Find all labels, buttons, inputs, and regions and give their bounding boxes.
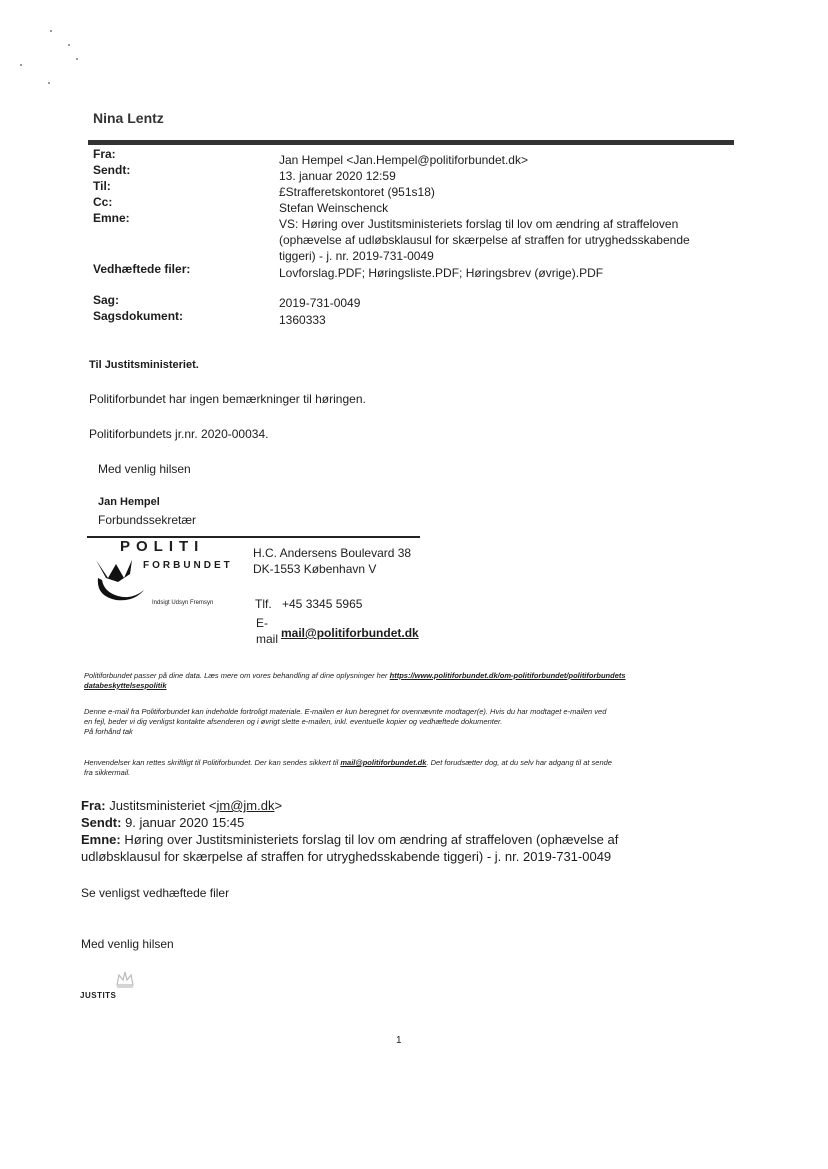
privacy-link-1[interactable]: https://www.politiforbundet.dk/om-politiforbundet/politiforbundets	[389, 671, 626, 680]
greeting: Til Justitsministeriet.	[89, 359, 199, 371]
inquiries-text-2: . Det forudsætter dog, at du selv har adgang til at sende	[426, 758, 612, 767]
scan-speck	[20, 64, 22, 66]
value-subject-line-3: tiggeri) - j. nr. 2019-731-0049	[279, 249, 434, 263]
forwarded-subject-line-2: udløbsklausul for skærpelse af straffen for utryghedsskabende tiggeri) - j. nr. 2019-731-0049	[81, 849, 612, 864]
email-label-2: mail	[256, 632, 279, 646]
ministry-logo-text: JUSTITS	[80, 991, 117, 1000]
forwarded-note: Se venligst vedhæftede filer	[81, 886, 230, 900]
label-subject: Emne:	[93, 211, 130, 225]
police-logo-icon	[94, 556, 154, 606]
value-to: £Strafferetskontoret (951s18)	[279, 185, 435, 199]
phone-label: Tlf.	[255, 597, 272, 611]
forwarded-subject-label: Emne:	[81, 832, 121, 847]
phone-number: +45 3345 5965	[282, 597, 363, 611]
logo-forbundet: FORBUNDET	[143, 560, 233, 571]
label-case: Sag:	[93, 293, 120, 307]
forwarded-subject	[81, 832, 618, 847]
value-case-doc: 1360333	[279, 313, 326, 327]
email-link[interactable]: mail@politiforbundet.dk	[281, 626, 419, 640]
inquiries-line-1	[84, 758, 612, 767]
forwarded-from-label: Fra:	[81, 798, 106, 813]
value-subject-line-2: (ophævelse af udløbsklausul for skærpelse af straffen for utryghedsskabende	[279, 233, 690, 247]
signer-title: Forbundssekretær	[98, 513, 197, 527]
crown-icon	[114, 969, 136, 989]
header-name: Nina Lentz	[93, 110, 164, 126]
address-line-1: H.C. Andersens Boulevard 38	[253, 546, 412, 560]
header-rule	[88, 140, 734, 145]
inquiries-link[interactable]: mail@politiforbundet.dk	[340, 758, 427, 767]
logo-politi: POLITI	[120, 538, 205, 555]
confidential-line-2: en fejl, beder vi dig venligst kontakte afsenderen og i øvrigt slette e-mailen, inkl. eventuelle kopier og vedhæftede dokumenter.	[84, 717, 503, 726]
label-cc: Cc:	[93, 195, 113, 209]
confidential-line-3: På forhånd tak	[84, 727, 133, 736]
value-sent: 13. januar 2020 12:59	[279, 169, 396, 183]
forwarded-from-close: >	[274, 798, 283, 813]
body-line-1: Politiforbundet har ingen bemærkninger til høringen.	[89, 392, 366, 406]
value-case: 2019-731-0049	[279, 296, 361, 310]
confidential-line-1: Denne e-mail fra Politiforbundet kan indeholde fortroligt materiale. E-mailen er kun beregnet for ovennævnte modtager(e). Hvis du har modtaget e-mailen ved	[84, 707, 607, 716]
body-line-2: Politiforbundets jr.nr. 2020-00034.	[89, 427, 269, 441]
forwarded-from-value: Justitsministeriet <	[109, 798, 217, 813]
scan-speck	[68, 44, 70, 46]
inquiries-line-2: fra sikkermail.	[84, 768, 131, 777]
value-attachments: Lovforslag.PDF; Høringsliste.PDF; Høringsbrev (øvrige).PDF	[279, 266, 604, 280]
page-number: 1	[396, 1035, 402, 1046]
scan-speck	[76, 58, 78, 60]
privacy-text: Politiforbundet passer på dine data. Læs mere om vores behandling af dine oplysninger her	[84, 671, 388, 680]
forwarded-sent-value: 9. januar 2020 15:45	[125, 815, 245, 830]
email-label-1: E-	[256, 616, 268, 630]
forwarded-subject-line-1: Høring over Justitsministeriets forslag til lov om ændring af straffeloven (ophævelse af	[124, 832, 619, 847]
label-sent: Sendt:	[93, 163, 131, 177]
logo-motto: Indsigt Udsyn Fremsyn	[152, 600, 214, 606]
inquiries-text: Henvendelser kan rettes skriftligt til Politiforbundet. Der kan sendes sikkert til	[84, 758, 339, 767]
address-line-2: DK-1553 København V	[253, 562, 377, 576]
value-cc: Stefan Weinschenck	[279, 201, 389, 215]
scan-speck	[50, 30, 52, 32]
label-case-doc: Sagsdokument:	[93, 309, 184, 323]
forwarded-sent	[81, 815, 244, 830]
forwarded-from	[81, 798, 282, 813]
privacy-link-2[interactable]: databeskyttelsespolitik	[84, 681, 167, 690]
privacy-link-continued	[84, 681, 167, 690]
label-attachments: Vedhæftede filer:	[93, 262, 191, 276]
forwarded-sent-label: Sendt:	[81, 815, 122, 830]
label-to: Til:	[93, 179, 111, 193]
closing: Med venlig hilsen	[98, 462, 191, 476]
forwarded-closing: Med venlig hilsen	[81, 937, 174, 951]
privacy-notice	[84, 671, 626, 680]
forwarded-from-email[interactable]: jm@jm.dk	[216, 798, 275, 813]
signer-name: Jan Hempel	[98, 496, 160, 508]
scan-speck	[48, 82, 50, 84]
label-from: Fra:	[93, 147, 116, 161]
value-subject-line-1: VS: Høring over Justitsministeriets forslag til lov om ændring af straffeloven	[279, 217, 679, 231]
value-from: Jan Hempel <Jan.Hempel@politiforbundet.dk>	[279, 153, 528, 167]
